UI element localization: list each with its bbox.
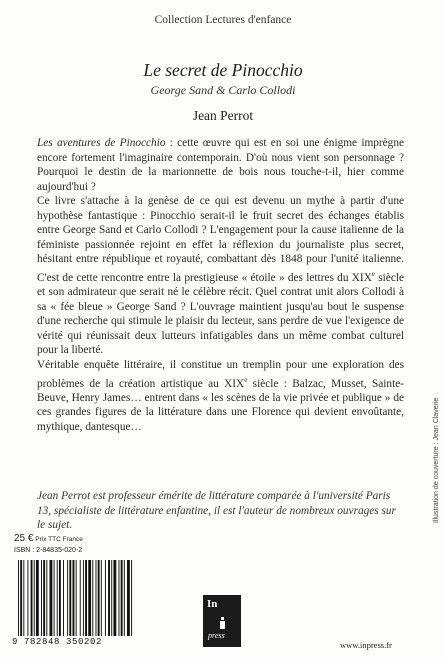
- blurb-paragraph-2-text-a: Ce livre s'attache à la genèse de ce qui est devenu un mythe à partir d'une hypothèse fantastique : Pinocchio serait-il le fruit secret des échanges établis entre George Sand et Carlo Collodi ? L'engagement pour la cause italienne de la féministe passionnée rejoint en effet la réflexion du journaliste plus secret, hésitant entre république et royauté, combattant dès 1848 pour l'unité italienne. C'est de cette rencontre entre la prestigieuse « étoile » des lettres du XIX: [37, 195, 404, 284]
- blurb-paragraph-1-text: : cette œuvre qui est en soi une énigme imprègne encore fortement l'imaginaire contemporain. D'où nous vient son personnage ? Pourquoi le destin de la marionnette de bois nous touche-t-il, hier comme aujourd'hui ?: [37, 137, 404, 193]
- blurb: [37, 136, 404, 434]
- blurb-paragraph-3: [37, 358, 404, 435]
- collection-name: Collection Lectures d'enfance: [154, 14, 292, 26]
- price-label: Prix TTC France: [33, 536, 83, 543]
- logo-figure-icon: [221, 617, 224, 620]
- blurb-book-title: Les aventures de Pinocchio: [37, 137, 166, 149]
- superscript-e: e: [244, 375, 248, 384]
- logo-figure-body: [220, 621, 225, 629]
- blurb-paragraph-2: [37, 194, 404, 358]
- book-subtitle: George Sand & Carlo Collodi: [150, 83, 296, 97]
- publisher-logo: [203, 595, 241, 647]
- price: [14, 533, 83, 544]
- author-bio: Jean Perrot est professeur émérite de littérature comparée à l'université Paris 13, spécialiste de littérature enfantine, il est l'auteur de nombreux ouvrages sur le sujet.: [37, 490, 396, 531]
- blurb-paragraph-1: [37, 136, 404, 194]
- publisher-website: www.inpress.fr: [340, 640, 392, 650]
- book-author: Jean Perrot: [192, 108, 254, 123]
- book-title: Le secret de Pinocchio: [143, 60, 303, 80]
- illustration-credit: Illustration de couverture : Jean Claverie: [433, 397, 440, 523]
- blurb-paragraph-2-text-b: siècle et son admirateur que serait né le célèbre récit. Quel contrat unit alors Collodi à sa « fée bleue » George Sand ? L'ouvrage maintient jusqu'au bout le suspense d'une recherche qui stimule le plaisir du lecteur, sans perdre de vue l'exigence de vérité qui réunissait deux lutteurs infatigables dans un même combat culturel pour la liberté.: [37, 271, 404, 357]
- isbn: ISBN : 2-84835-020-2: [14, 547, 83, 554]
- blurb-paragraph-3-text-b: siècle : Balzac, Musset, Sainte-Beuve, Henry James… entrent dans « les scènes de la vie privée et publique » de ces grandes figures de la littérature dans une Florence qui devient envoûtante, mythique, dantesque…: [37, 377, 404, 433]
- barcode-number: 9 782848 350202: [12, 637, 103, 647]
- blurb-paragraph-3-text-a: Véritable enquête littéraire, il constitue un tremplin pour une exploration des problèmes de la création artistique au XIX: [37, 358, 404, 390]
- price-value: 25 €: [14, 533, 34, 544]
- barcode: [14, 560, 136, 636]
- publisher-logo-bottom: press: [208, 631, 225, 640]
- superscript-e: e: [371, 269, 375, 278]
- publisher-logo-top: In: [207, 598, 218, 610]
